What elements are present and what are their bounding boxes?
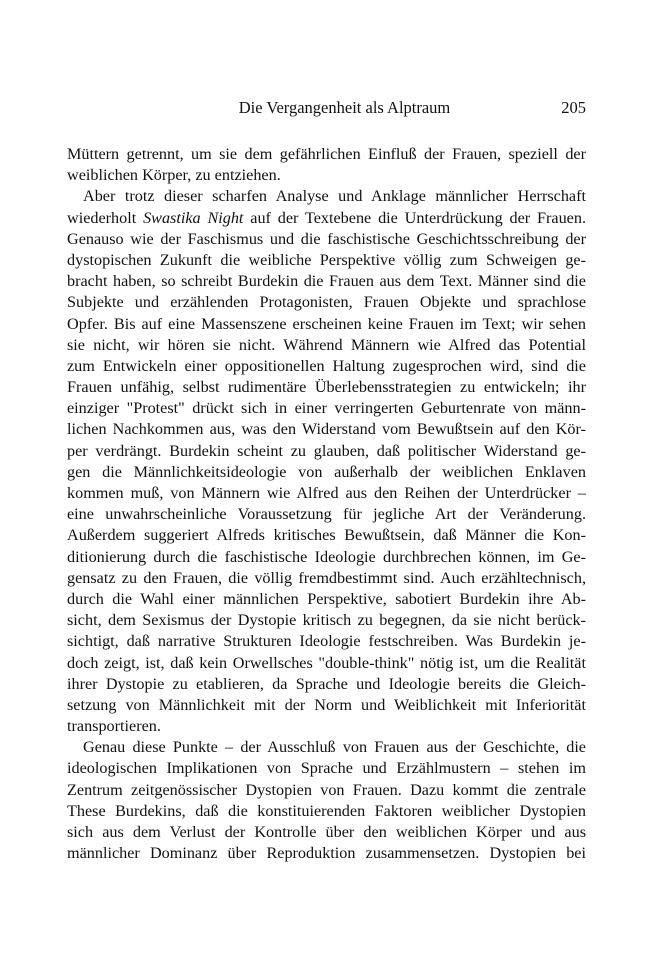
body-text — [67, 144, 586, 864]
text-line: bracht haben, so schreibt Burdekin die Frauen aus dem Text. Männer sind die — [67, 272, 586, 291]
text-line: transportieren. — [67, 717, 161, 736]
text-line: sicht, dem Sexismus der Dystopie kritisch zu begegnen, da sie nicht berück- — [67, 611, 586, 630]
text-line — [67, 208, 586, 229]
text-line: kommen muß, von Männern wie Alfred aus den Reihen der Unterdrücker – — [67, 484, 586, 502]
text-line: sich aus dem Verlust der Kontrolle über den weiblichen Körper und aus — [67, 823, 586, 841]
text-line: ihrer Dystopie zu etablieren, da Sprache und Ideologie bereits die Gleich- — [67, 674, 586, 693]
running-title: Die Vergangenheit als Alptraum — [238, 98, 451, 117]
text-line: Zentrum zeitgenössischer Dystopien von Frauen. Dazu kommt die zentrale — [67, 780, 586, 799]
text-line: Frauen unfähig, selbst rudimentäre Überlebensstrategien zu entwickeln; ihr — [67, 378, 586, 397]
text-line: sie nicht, wir hören sie nicht. Während Männern wie Alfred das Potential — [67, 335, 586, 354]
text-line: Aber trotz dieser scharfen Analyse und Anklage männlicher Herrschaft — [83, 187, 586, 206]
running-header — [67, 96, 586, 120]
text-line: Opfer. Bis auf eine Massenszene erscheinen keine Frauen im Text; wir sehen — [67, 314, 586, 333]
page-number: 205 — [561, 98, 586, 117]
text-line: sichtigt, daß narrative Strukturen Ideologie festschreiben. Was Burdekin je- — [67, 632, 586, 651]
text-line: ditionierung durch die faschistische Ideologie durchbrechen können, im Ge- — [67, 547, 586, 566]
text-line: setzung von Männlichkeit mit der Norm und Weiblichkeit mit Inferiorität — [67, 695, 586, 714]
text-line: Müttern getrennt, um sie dem gefährlichen Einfluß der Frauen, speziell der — [67, 145, 586, 163]
text-line: gensatz zu den Frauen, die völlig fremdbestimmt sind. Auch erzähltechnisch, — [67, 568, 586, 587]
text-segment: auf der Textebene die Unterdrückung der Frauen. — [243, 208, 586, 227]
text-line: doch zeigt, ist, daß kein Orwellsches "double-think" nötig ist, um die Realität — [67, 653, 586, 672]
text-line: eine unwahrscheinliche Voraussetzung für jegliche Art der Veränderung. — [67, 505, 586, 524]
text-line: per verdrängt. Burdekin scheint zu glauben, daß politischer Widerstand ge- — [67, 441, 586, 460]
text-line: einziger "Protest" drückt sich in einer verringerten Geburtenrate von männ- — [67, 399, 586, 418]
text-segment: wiederholt — [67, 208, 144, 227]
text-line: Genau diese Punkte – der Ausschluß von Frauen aus der Geschichte, die — [83, 738, 586, 757]
text-line: gen die Männlichkeitsideologie von außerhalb der weiblichen Enklaven — [67, 462, 586, 481]
text-line: Außerdem suggeriert Alfreds kritisches Bewußtsein, daß Männer die Kon- — [67, 526, 586, 545]
text-line: durch die Wahl einer männlichen Perspektive, sabotiert Burdekin ihre Ab- — [67, 589, 586, 608]
text-line: zum Entwickeln einer oppositionellen Haltung zugesprochen wird, sind die — [67, 356, 586, 375]
text-line: weiblichen Körper, zu entziehen. — [67, 166, 281, 185]
text-line: These Burdekins, daß die konstituierenden Faktoren weiblicher Dystopien — [67, 801, 586, 820]
text-line: dystopischen Zukunft die weibliche Perspektive völlig zum Schweigen ge- — [67, 250, 586, 269]
text-line: Subjekte und erzählenden Protagonisten, Frauen Objekte und sprachlose — [67, 293, 586, 312]
text-line: ideologischen Implikationen von Sprache und Erzählmustern – stehen im — [67, 759, 586, 778]
text-line: männlicher Dominanz über Reproduktion zusammensetzen. Dystopien bei — [67, 844, 586, 863]
text-line: lichen Nachkommen aus, was den Widerstand vom Bewußtsein auf den Kör- — [67, 420, 586, 439]
text-line: Genauso wie der Faschismus und die faschistische Geschichtsschreibung der — [67, 229, 586, 248]
book-title: Swastika Night — [143, 208, 244, 227]
